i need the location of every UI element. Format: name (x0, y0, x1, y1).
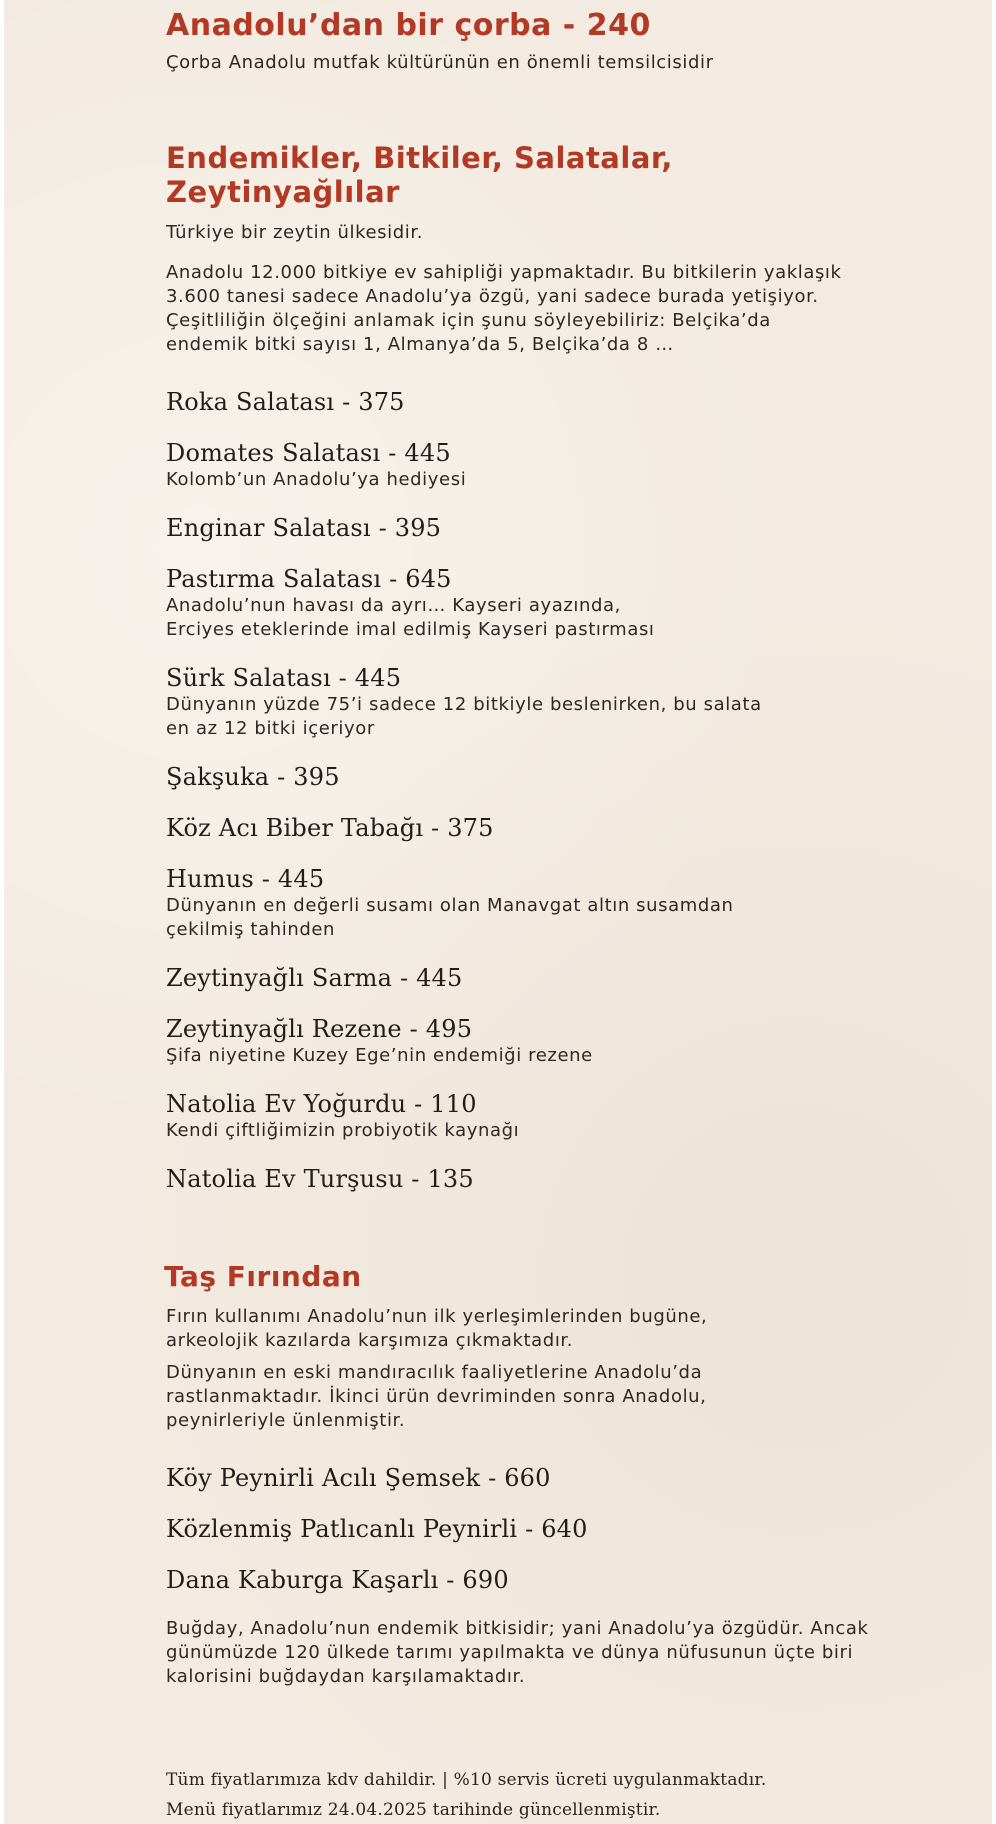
menu-item-name: Enginar Salatası - 395 (166, 514, 442, 542)
oven-section-title: Taş Fırından (164, 1260, 362, 1293)
menu-item-name: Humus - 445 (166, 865, 325, 893)
menu-item-name: Köz Acı Biber Tabağı - 375 (166, 814, 494, 842)
menu-item-name: Dana Kaburga Kaşarlı - 690 (166, 1566, 509, 1594)
oven-intro-1-line: arkeolojik kazılarda karşımıza çıkmaktadır. (166, 1330, 574, 1351)
wheat-note-line: Buğday, Anadolu’nun endemik bitkisidir; yani Anadolu’ya özgüdür. Ancak (166, 1618, 869, 1639)
menu-item (166, 762, 906, 792)
oven-item-list (166, 1463, 906, 1595)
soup-title: Anadolu’dan bir çorba - 240 (166, 8, 651, 43)
page-edge-right (992, 0, 996, 1824)
menu-item-name: Közlenmiş Patlıcanlı Peynirli - 640 (166, 1515, 588, 1543)
salads-item-list (166, 387, 906, 1194)
salads-intro-2-line: Anadolu 12.000 bitkiye ev sahipliği yapmaktadır. Bu bitkilerin yaklaşık (166, 262, 842, 283)
menu-item (166, 864, 906, 942)
menu-item (166, 564, 906, 642)
menu-item-description: en az 12 bitki içeriyor (166, 718, 375, 739)
menu-item-description: Dünyanın yüzde 75’i sadece 12 bitkiyle beslenirken, bu salata (166, 694, 762, 715)
oven-intro-2 (166, 1361, 906, 1433)
oven-intro-2-line: rastlanmaktadır. İkinci ürün devriminden sonra Anadolu, (166, 1386, 707, 1407)
oven-intro-1-line: Fırın kullanımı Anadolu’nun ilk yerleşimlerinden bugüne, (166, 1306, 708, 1327)
menu-item (166, 438, 906, 492)
menu-item-name: Pastırma Salatası - 645 (166, 565, 452, 593)
salads-intro-2-line: endemik bitki sayısı 1, Almanya’da 5, Belçika’da 8 … (166, 334, 674, 355)
menu-item-description: Anadolu’nun havası da ayrı… Kayseri ayazında, (166, 595, 621, 616)
menu-item (166, 1565, 906, 1595)
menu-item (166, 1164, 906, 1194)
menu-item (166, 813, 906, 843)
menu-item-name: Köy Peynirli Acılı Şemsek - 660 (166, 1464, 551, 1492)
wheat-note-line: kalorisini buğdaydan karşılamaktadır. (166, 1666, 526, 1687)
soup-description: Çorba Anadolu mutfak kültürünün en önemli temsilcisidir (166, 52, 714, 73)
page-edge-left (0, 0, 4, 1824)
menu-item-name: Natolia Ev Turşusu - 135 (166, 1165, 474, 1193)
menu-item (166, 1463, 906, 1493)
menu-item-name: Zeytinyağlı Rezene - 495 (166, 1015, 473, 1043)
menu-item-description: Erciyes eteklerinde imal edilmiş Kayseri pastırması (166, 619, 655, 640)
salads-intro-2 (166, 261, 906, 357)
menu-item (166, 1014, 906, 1068)
menu-item (166, 513, 906, 543)
menu-item-name: Sürk Salatası - 445 (166, 664, 402, 692)
menu-item-description: Kendi çiftliğimizin probiyotik kaynağı (166, 1120, 520, 1141)
menu-item (166, 663, 906, 741)
salads-intro-1: Türkiye bir zeytin ülkesidir. (166, 222, 424, 243)
menu-item (166, 387, 906, 417)
menu-content (166, 0, 906, 1824)
salads-section-title: Endemikler, Bitkiler, Salatalar, Zeytinyağlılar (166, 141, 673, 209)
salads-intro-2-line: Çeşitliliğin ölçeğini anlamak için şunu söyleyebiliriz: Belçika’da (166, 310, 771, 331)
menu-item-name: Zeytinyağlı Sarma - 445 (166, 964, 463, 992)
menu-item (166, 1514, 906, 1544)
menu-item (166, 1089, 906, 1143)
menu-item-description: çekilmiş tahinden (166, 919, 336, 940)
price-footer (166, 1765, 906, 1824)
oven-intro-1 (166, 1305, 906, 1353)
menu-item-name: Şakşuka - 395 (166, 763, 340, 791)
menu-item-description: Şifa niyetine Kuzey Ege’nin endemiği rezene (166, 1045, 593, 1066)
menu-item-description: Kolomb’un Anadolu’ya hediyesi (166, 469, 467, 490)
oven-intro-2-line: peynirleriyle ünlenmiştir. (166, 1410, 406, 1431)
menu-item-name: Domates Salatası - 445 (166, 439, 451, 467)
footer-update-date-note: Menü fiyatlarımız 24.04.2025 tarihinde güncellenmiştir. (166, 1800, 661, 1820)
wheat-note (166, 1617, 906, 1689)
menu-item-name: Natolia Ev Yoğurdu - 110 (166, 1090, 477, 1118)
footer-tax-service-note: Tüm fiyatlarımıza kdv dahildir. | %10 servis ücreti uygulanmaktadır. (166, 1770, 767, 1790)
salads-intro-2-line: 3.600 tanesi sadece Anadolu’ya özgü, yani sadece burada yetişiyor. (166, 286, 819, 307)
menu-item-description: Dünyanın en değerli susamı olan Manavgat altın susamdan (166, 895, 734, 916)
menu-item (166, 963, 906, 993)
wheat-note-line: günümüzde 120 ülkede tarımı yapılmakta ve dünya nüfusunun üçte biri (166, 1642, 854, 1663)
menu-item-name: Roka Salatası - 375 (166, 388, 405, 416)
oven-intro-2-line: Dünyanın en eski mandıracılık faaliyetlerine Anadolu’da (166, 1362, 703, 1383)
